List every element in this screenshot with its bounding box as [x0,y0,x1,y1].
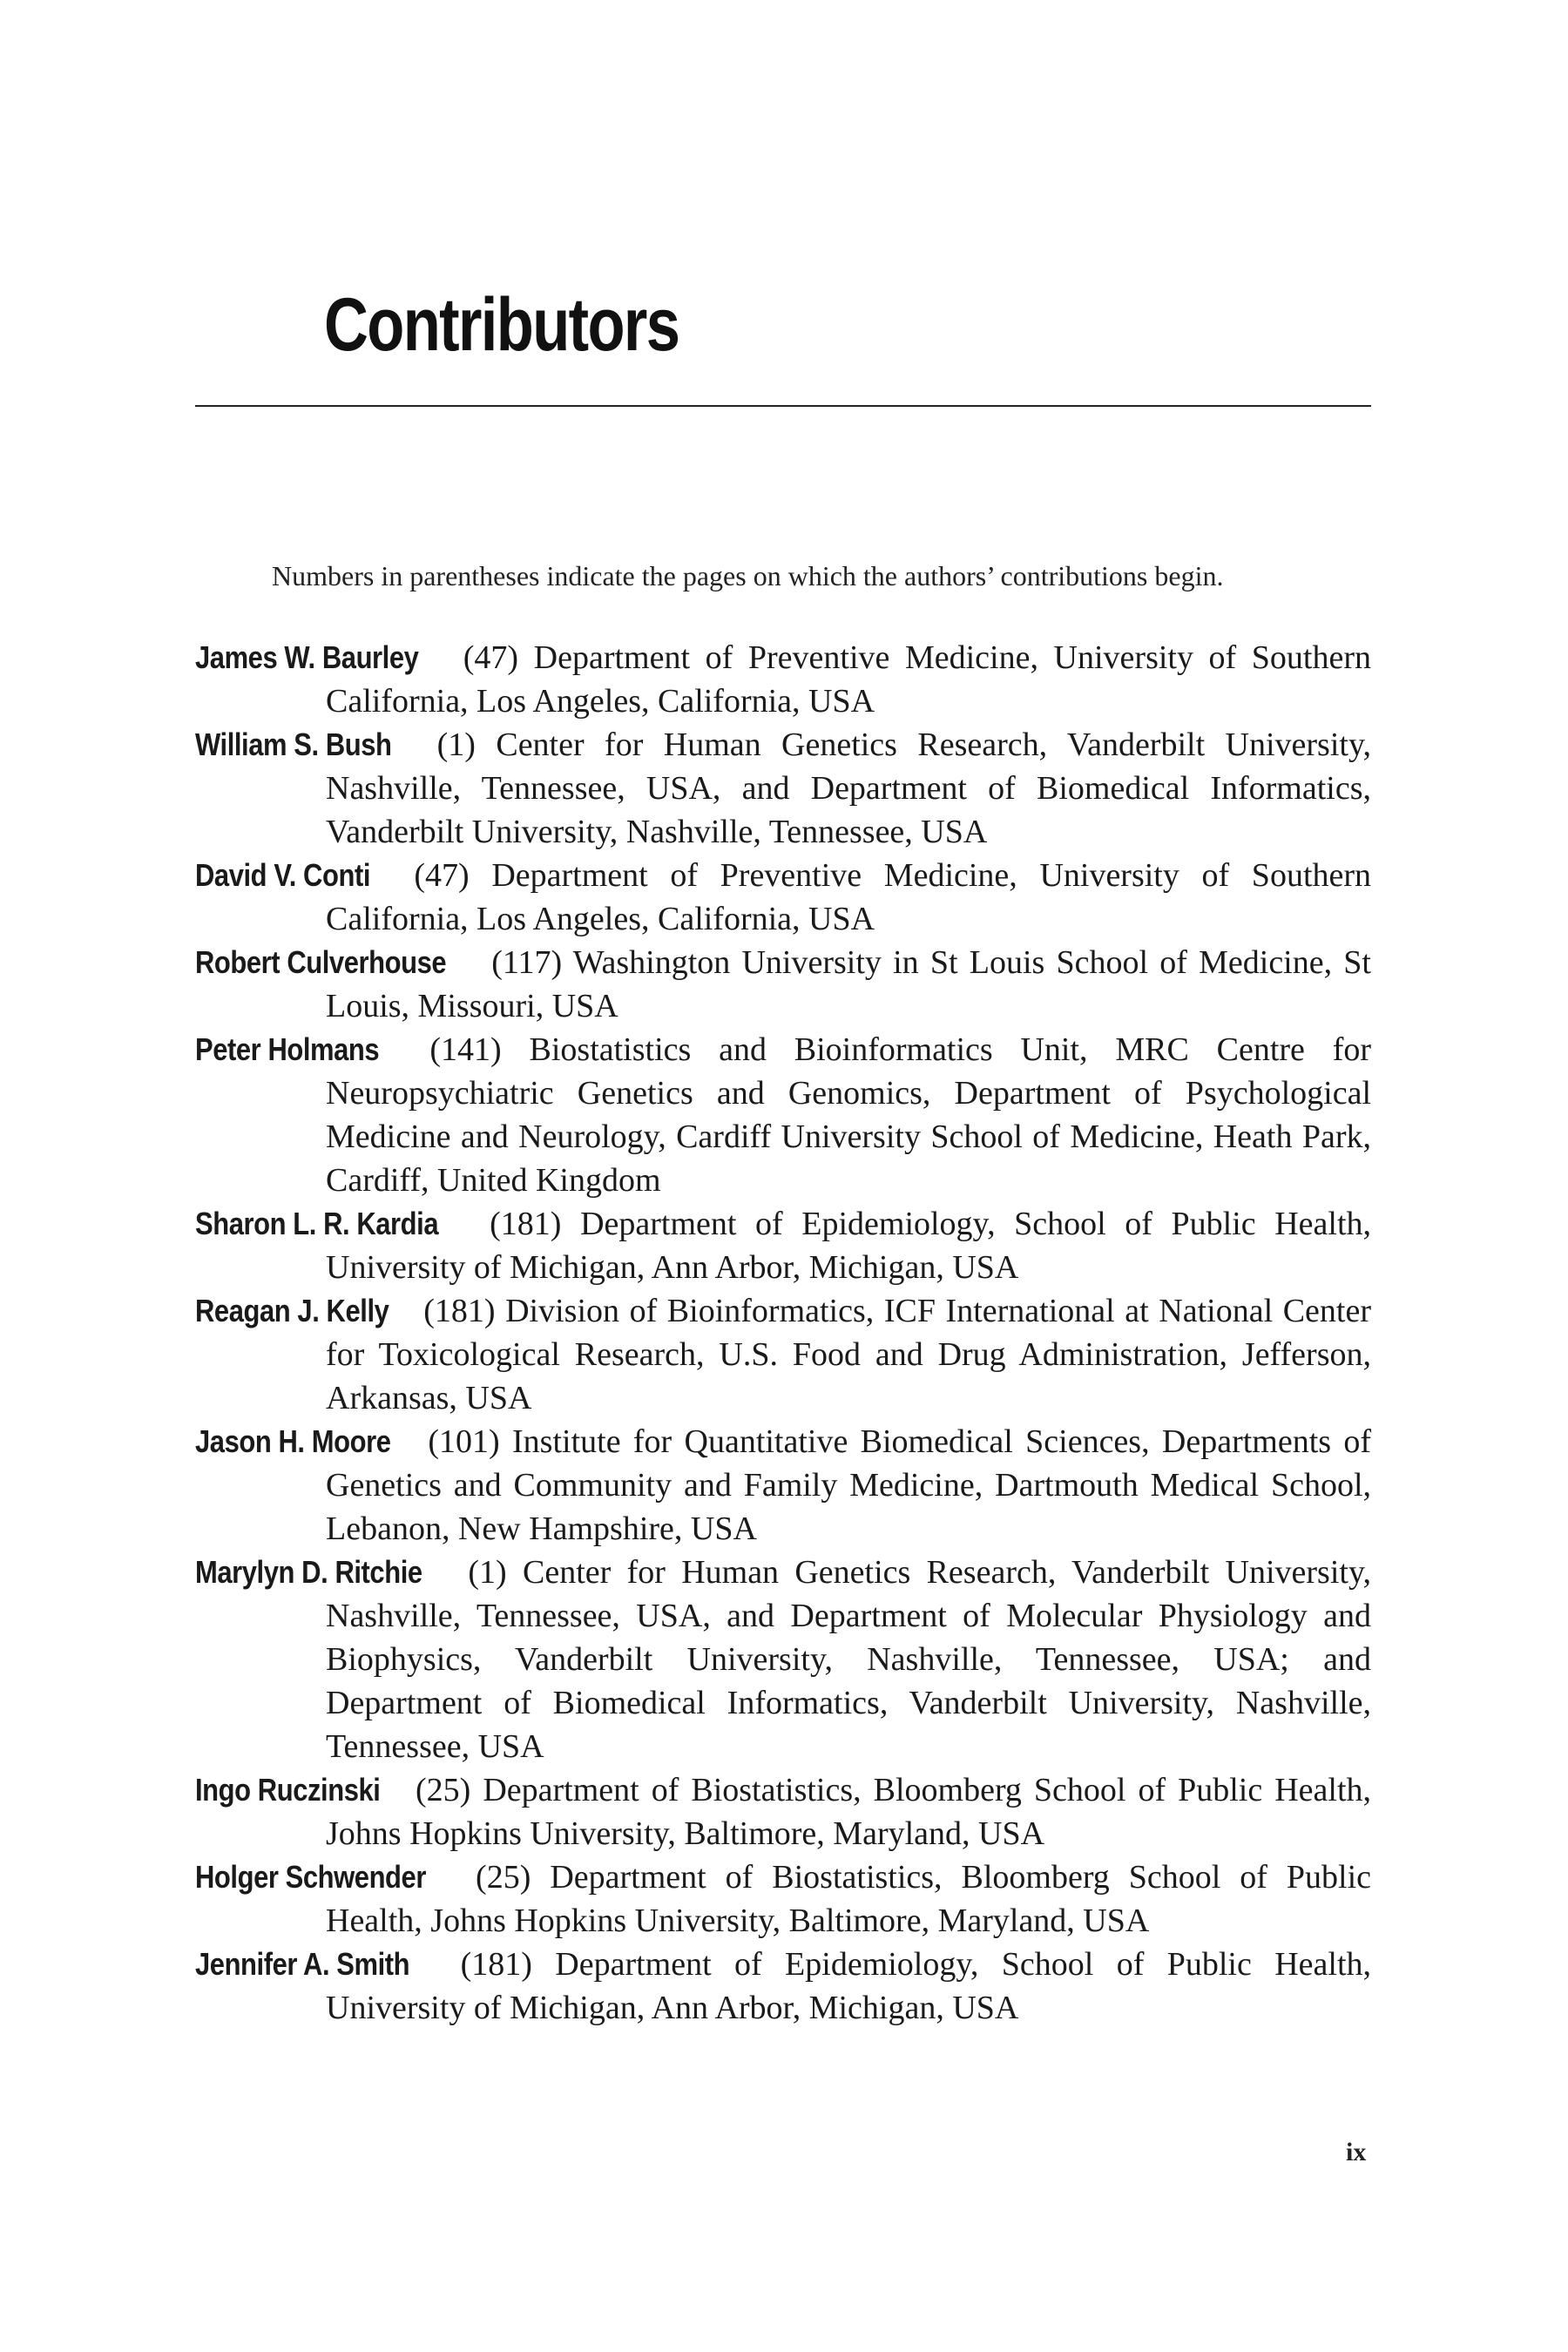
contributor-start-page: (1) [436,727,476,763]
contributor-entry [195,1289,1371,1420]
contributor-affiliation: Department of Epidemiology, School of Public Health, University of Michigan, Ann Arbor, Michigan, USA [326,1946,1371,2026]
contributor-start-page: (117) [491,944,563,981]
contributor-entry [195,854,1371,941]
contributor-start-page: (181) [490,1206,562,1242]
contributor-affiliation: Division of Bioinformatics, ICF International at National Center for Toxicological Research, U.S. Food and Drug Administration, Jefferson, Arkansas, USA [326,1293,1371,1416]
contributor-affiliation: Department of Biostatistics, Bloomberg School of Public Health, Johns Hopkins University, Baltimore, Maryland, USA [326,1859,1372,1939]
contributor-affiliation: Department of Preventive Medicine, University of Southern California, Los Angeles, California, USA [326,639,1372,720]
contributor-start-page: (47) [463,639,519,676]
contributor-start-page: (25) [476,1859,531,1896]
contributor-start-page: (181) [460,1946,532,1983]
contributor-name: Robert Culverhouse [195,944,447,980]
contributor-entry [195,1855,1371,1943]
contributor-name: Ingo Ruczinski [195,1772,381,1808]
contributor-name: Jennifer A. Smith [195,1946,410,1982]
contributor-entry [195,723,1371,854]
contributor-name: James W. Baurley [195,639,419,675]
contributor-name: David V. Conti [195,857,370,893]
contributor-start-page: (141) [429,1031,502,1068]
contributor-affiliation: Center for Human Genetics Research, Vanderbilt University, Nashville, Tennessee, USA, and Department of Molecular Physiology and Biophysics, Vanderbilt University, Nashville, Tennessee, USA; and Department of Biomedical Informatics, Vanderbilt University, Nashville, Tennessee, USA [326,1554,1371,1765]
contributor-list [195,636,1371,2030]
contributor-affiliation: Biostatistics and Bioinformatics Unit, MRC Centre for Neuropsychiatric Genetics and Genomics, Department of Psychological Medicine and Neurology, Cardiff University School of Medicine, Heath Park, Cardiff, United Kingdom [326,1031,1371,1199]
contributor-entry [195,1768,1371,1855]
contributor-entry [195,1028,1371,1202]
contributor-name: Jason H. Moore [195,1423,391,1459]
contributor-affiliation: Center for Human Genetics Research, Vanderbilt University, Nashville, Tennessee, USA, and Department of Biomedical Informatics, Vanderbilt University, Nashville, Tennessee, USA [326,727,1371,850]
contributor-affiliation: Institute for Quantitative Biomedical Sciences, Departments of Genetics and Community and Family Medicine, Dartmouth Medical School, Lebanon, New Hampshire, USA [326,1423,1372,1547]
contributor-start-page: (47) [414,857,470,894]
contributor-name: William S. Bush [195,727,392,762]
contributor-entry [195,1551,1371,1768]
contributor-name: Reagan J. Kelly [195,1293,389,1328]
contributor-entry [195,1202,1371,1289]
title-divider [195,405,1371,407]
contributor-name: Peter Holmans [195,1031,380,1067]
contributor-affiliation: Washington University in St Louis School of Medicine, St Louis, Missouri, USA [326,944,1371,1024]
page-title: Contributors [324,283,679,367]
contributor-start-page: (101) [428,1423,500,1460]
intro-note: Numbers in parentheses indicate the pages on which the authors’ contributions begin. [272,560,1224,591]
contributor-name: Sharon L. R. Kardia [195,1206,439,1241]
contributor-affiliation: Department of Epidemiology, School of Public Health, University of Michigan, Ann Arbor, Michigan, USA [326,1206,1372,1286]
contributor-start-page: (181) [423,1293,496,1329]
contributor-start-page: (25) [416,1772,471,1808]
contributor-entry [195,1943,1371,2030]
contributor-entry [195,941,1371,1028]
contributor-name: Marylyn D. Ritchie [195,1554,422,1590]
contributor-affiliation: Department of Biostatistics, Bloomberg School of Public Health, Johns Hopkins University, Baltimore, Maryland, USA [326,1772,1372,1852]
contributor-entry [195,1420,1371,1551]
contributor-entry [195,636,1371,723]
contributor-name: Holger Schwender [195,1859,426,1895]
contributor-affiliation: Department of Preventive Medicine, University of Southern California, Los Angeles, California, USA [326,857,1372,937]
contributor-start-page: (1) [468,1554,507,1591]
page-number: ix [1346,2138,1367,2166]
